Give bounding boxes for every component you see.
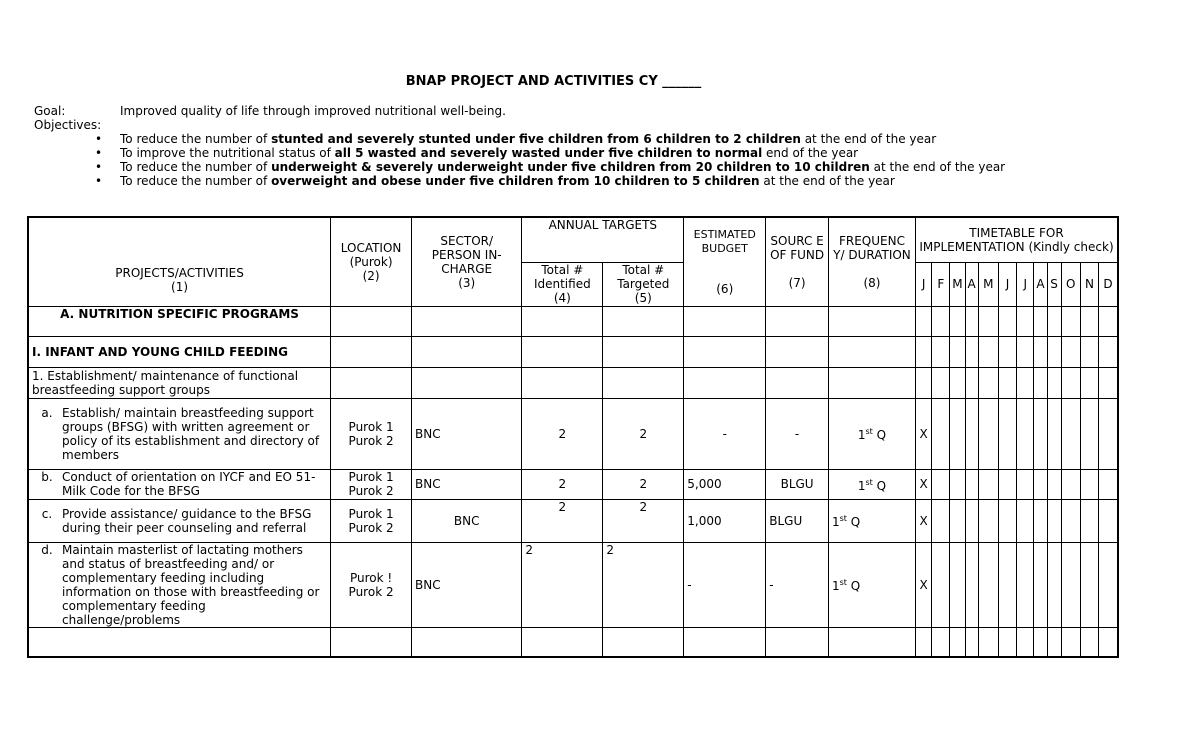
section-row [28, 336, 1118, 367]
freq-sup: st [865, 477, 873, 487]
objective-item [95, 160, 1005, 174]
empty-cell [684, 306, 766, 336]
objective-item [95, 132, 1005, 146]
objective-emphasis: all 5 wasted and severely wasted under five children to normal [334, 146, 763, 160]
objective-text: end of the year [762, 146, 859, 160]
header-location-num: (2) [362, 268, 380, 283]
activity-cell [28, 398, 331, 469]
objectives-label: Objectives: [34, 118, 102, 132]
header-identified-label: Total # Identified [533, 263, 591, 291]
month-jul: J [1017, 262, 1034, 306]
budget-cell: - [684, 398, 766, 469]
month-jun: J [998, 262, 1016, 306]
empty-cell [603, 306, 684, 336]
freq-q: Q [846, 515, 861, 529]
header-budget-label: ESTIMATED BUDGET [693, 227, 756, 255]
objective-text: at the end of the year [869, 160, 1006, 174]
location-cell [331, 398, 412, 469]
header-annual-targets: ANNUAL TARGETS [522, 217, 684, 262]
header-projects-num: (1) [171, 279, 189, 294]
header-budget [684, 217, 766, 306]
table-row [28, 499, 1118, 542]
freq-num: 1 [831, 579, 840, 593]
header-sector-label: SECTOR/ PERSON IN-CHARGE [431, 233, 502, 276]
budget-cell: 1,000 [684, 499, 766, 542]
objective-emphasis: stunted and severely stunted under five children from 6 children to 2 children [271, 132, 801, 146]
goal-text: Improved quality of life through improved nutritional well-being. [120, 104, 506, 118]
header-frequency [828, 217, 915, 306]
identified-cell: 2 [522, 469, 603, 499]
identified-cell: 2 [522, 398, 603, 469]
bullet: • [95, 174, 103, 188]
bullet: • [95, 146, 103, 160]
month-jan: J [916, 262, 932, 306]
month-may: M [978, 262, 998, 306]
header-targeted-num: (5) [634, 291, 652, 305]
objective-emphasis: underweight & severely underweight under five children from 20 children to 10 children [271, 160, 870, 174]
freq-num: 1 [831, 515, 840, 529]
document-title: BNAP PROJECT AND ACTIVITIES CY ______ [405, 74, 702, 89]
section-row [28, 367, 1118, 398]
header-targeted [603, 262, 684, 306]
activity-text: Establish/ maintain breastfeeding support groups (BFSG) with written agreement or policy of its establishment and directory of members [62, 405, 320, 462]
table-row [28, 398, 1118, 469]
header-identified-num: (4) [553, 291, 571, 305]
section-row [28, 306, 1118, 336]
header-frequency-label: FREQUENC Y/ DURATION [833, 233, 911, 262]
check-cell: X [916, 469, 932, 499]
objective-emphasis: overweight and obese under five children from 10 children to 5 children [271, 174, 760, 188]
check-cell: X [916, 542, 932, 627]
location-cell [331, 499, 412, 542]
freq-q: Q [872, 478, 887, 493]
month-aug: A [1034, 262, 1047, 306]
activity-text: Conduct of orientation on IYCF and EO 51-Milk Code for the BFSG [62, 470, 316, 498]
header-source-num: (7) [788, 275, 806, 290]
empty-cell [522, 306, 603, 336]
section-i-title: I. INFANT AND YOUNG CHILD FEEDING [28, 336, 331, 367]
month-nov: N [1080, 262, 1098, 306]
activity-letter: b. [41, 470, 53, 484]
freq-num: 1 [857, 428, 866, 442]
header-sector [412, 217, 522, 306]
header-frequency-num: (8) [863, 275, 881, 290]
month-dec: D [1099, 262, 1118, 306]
objective-text: To improve the nutritional status of [120, 146, 335, 160]
freq-sup: st [839, 514, 847, 523]
empty-cell [331, 306, 412, 336]
location-cell [331, 469, 412, 499]
table-row [28, 542, 1118, 627]
budget-cell: 5,000 [684, 469, 766, 499]
check-cell: X [916, 398, 932, 469]
source-cell: - [766, 542, 829, 627]
source-cell: BLGU [766, 469, 829, 499]
check-cell: X [916, 499, 932, 542]
activity-letter: c. [41, 506, 53, 521]
month-feb: F [932, 262, 950, 306]
objective-item [95, 174, 1005, 188]
month-oct: O [1061, 262, 1080, 306]
header-timetable: TIMETABLE FOR IMPLEMENTATION (Kindly check) [916, 217, 1119, 262]
source-cell: BLGU [766, 499, 829, 542]
header-budget-num: (6) [716, 281, 734, 296]
header-location-label: LOCATION (Purok) [340, 240, 402, 269]
bullet: • [95, 132, 103, 146]
activity-cell [28, 469, 331, 499]
month-apr: A [965, 262, 978, 306]
frequency-cell [828, 499, 915, 542]
objective-item [95, 146, 1005, 160]
bnap-table [27, 216, 1119, 658]
location-line: Purok 2 [348, 484, 394, 498]
freq-sup: st [865, 427, 873, 436]
location-line: Purok 1 [348, 419, 394, 434]
activity-letter: d. [41, 542, 53, 557]
location-line: Purok 2 [348, 520, 394, 535]
location-line: Purok 2 [348, 584, 394, 599]
freq-num: 1 [857, 478, 866, 493]
table-row-empty [28, 627, 1118, 657]
header-projects-label: PROJECTS/ACTIVITIES [115, 265, 244, 280]
header-sector-num: (3) [458, 275, 476, 290]
targeted-cell: 2 [603, 469, 684, 499]
bullet: • [95, 160, 103, 174]
freq-q: Q [846, 579, 861, 593]
objectives-list [95, 132, 1005, 188]
activity-cell [28, 499, 331, 542]
freq-q: Q [872, 428, 887, 442]
targeted-cell: 2 [603, 499, 684, 542]
frequency-cell [828, 469, 915, 499]
sector-cell: BNC [412, 469, 522, 499]
objective-text: To reduce the number of [120, 174, 272, 188]
source-cell: - [766, 398, 829, 469]
activity-cell [28, 542, 331, 627]
sector-cell: BNC [412, 499, 522, 542]
location-line: Purok 1 [348, 506, 394, 521]
table-row [28, 469, 1118, 499]
freq-sup: st [839, 578, 847, 587]
location-line: Purok ! [349, 570, 393, 585]
frequency-cell [828, 542, 915, 627]
location-cell [331, 542, 412, 627]
activity-letter: a. [41, 405, 53, 420]
header-projects [28, 217, 331, 306]
month-sep: S [1047, 262, 1061, 306]
section-a-title: A. NUTRITION SPECIFIC PROGRAMS [28, 306, 331, 336]
activity-text: Provide assistance/ guidance to the BFSG during their peer counseling and referral [62, 506, 312, 535]
location-line: Purok 2 [348, 433, 394, 448]
frequency-cell [828, 398, 915, 469]
empty-cell [766, 306, 829, 336]
empty-cell [412, 306, 522, 336]
header-source-label: SOURC E OF FUND [770, 233, 825, 262]
targeted-cell: 2 [603, 398, 684, 469]
header-location [331, 217, 412, 306]
goal-label: Goal: [34, 104, 66, 118]
sector-cell: BNC [412, 398, 522, 469]
targeted-cell: 2 [603, 542, 684, 627]
header-targeted-label: Total # Targeted [617, 263, 670, 291]
empty-cell [828, 306, 915, 336]
header-identified [522, 262, 603, 306]
activity-text: Maintain masterlist of lactating mothers and status of breastfeeding and/ or complementary feeding including information on those with breastfeeding or complementary feeding challenge/problems [62, 542, 320, 627]
budget-cell: - [684, 542, 766, 627]
month-mar: M [950, 262, 965, 306]
location-line: Purok 1 [348, 470, 394, 484]
objective-text: To reduce the number of [120, 160, 272, 174]
objective-text: at the end of the year [759, 174, 895, 188]
objective-text: To reduce the number of [120, 132, 272, 146]
identified-cell: 2 [522, 499, 603, 542]
objective-text: at the end of the year [800, 132, 937, 146]
header-source [766, 217, 829, 306]
identified-cell: 2 [522, 542, 603, 627]
item-1-title: 1. Establishment/ maintenance of functional breastfeeding support groups [28, 367, 331, 398]
sector-cell: BNC [412, 542, 522, 627]
